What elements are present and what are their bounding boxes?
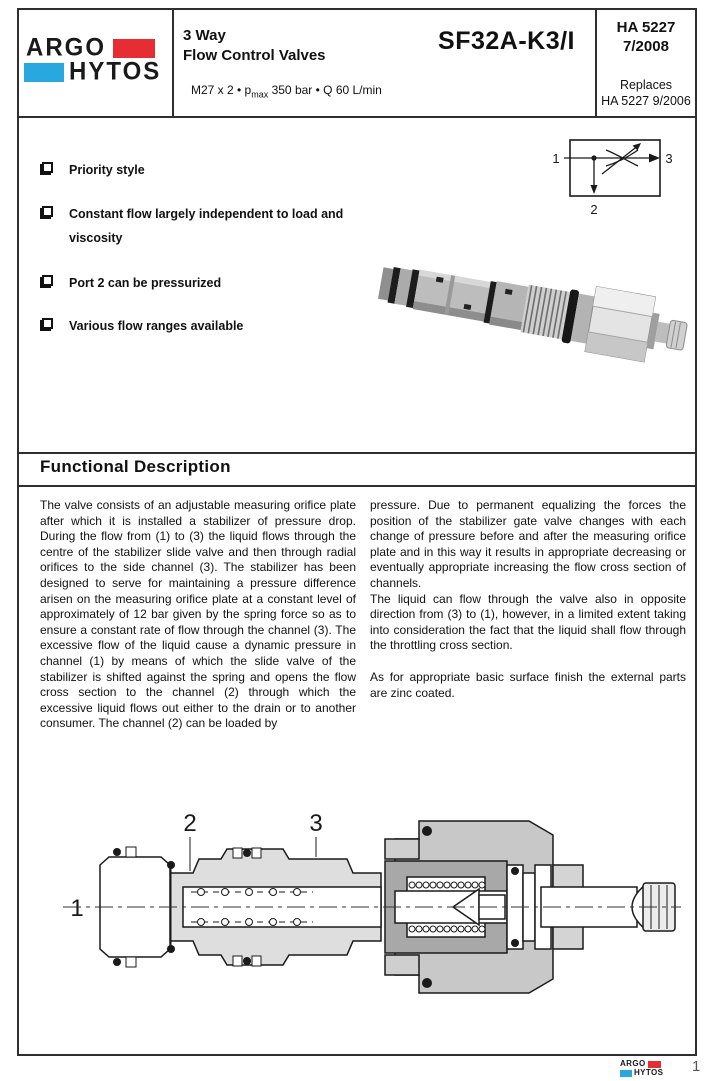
paragraph: The valve consists of an adjustable measuring orifice plate after which it is installed a stabilizer of pressure drop. During the flow from (1) to (3) the liquid flows through the centre of the stabilizer slide valve and then through radial orifices to the side channel (3). The stabilizer has been designed to serve for maintaining a pressure difference arisen on the measuring orifice plate at a constant level of approximately of 12 bar given by the spring force so as to ensure a constant rate of flow through the channel (3). The excessive flow of the liquid cause a dynamic pressure in channel (1) by means of which the slide valve of the stabilizer is shifted against the spring and opens the flow cross section to the channel (2) through which the excessive liquid flows out either to the drain or to another consumer. The channel (2) can be loaded by [40, 498, 356, 731]
paragraph: The liquid can flow through the valve also in opposite direction from (3) to (1), however, in a limited extent taking into consideration the fact that the liquid shall flow through the throttling cross section. [370, 591, 686, 653]
page-number: 1 [692, 1058, 701, 1075]
product-title [183, 26, 326, 66]
checkbox-icon [42, 162, 53, 173]
product-title-line1: 3 Way [183, 27, 226, 44]
feature-item [42, 158, 369, 182]
symbol-port-label-3: 3 [665, 151, 673, 166]
brand-logo [24, 33, 162, 86]
right-column [370, 498, 686, 732]
symbol-port-label-2: 2 [590, 202, 598, 217]
checkbox-icon [42, 275, 53, 286]
paragraph: As for appropriate basic surface finish the external parts are zinc coated. [370, 669, 686, 700]
section-divider-bottom [17, 485, 697, 487]
checkbox-icon [42, 206, 53, 217]
replaces-label: Replaces [619, 78, 673, 92]
logo-cyan-block-icon [24, 63, 64, 82]
feature-item [42, 202, 369, 250]
part-number: SF32A-K3/I [438, 27, 575, 55]
valve-photo [378, 238, 708, 383]
doc-number: HA 5227 [616, 19, 676, 36]
section-label-3: 3 [309, 810, 323, 837]
footer-logo-red-block-icon [648, 1061, 661, 1068]
specs-pre: M27 x 2 • p [191, 83, 252, 97]
paragraph: pressure. Due to permanent equalizing the forces the position of the stabilizer gate valve changes with each change of pressure before and after the measuring orifice plate and in this way it results in appropriate decreasing or eventually appropriate increasing the flow cross section of channels. [370, 498, 686, 590]
section-divider-top [17, 452, 697, 454]
header-divider-vertical-1 [172, 8, 174, 118]
feature-label: Priority style [69, 163, 145, 177]
checkbox-icon [42, 318, 53, 329]
feature-item [42, 271, 369, 295]
logo-hytos-text: HYTOS [69, 57, 162, 86]
footer-logo-hytos-text: HYTOS [634, 1068, 664, 1077]
feature-label: Various flow ranges available [69, 319, 244, 333]
flow-arrow-right-icon [649, 154, 660, 163]
product-title-line2: Flow Control Valves [183, 47, 326, 64]
adjustable-throttle-icon [602, 145, 639, 174]
description-columns [40, 498, 686, 732]
footer-logo-cyan-block-icon [620, 1070, 632, 1077]
feature-label: Port 2 can be pressurized [69, 276, 222, 290]
section-label-1: 1 [70, 895, 84, 922]
doc-info-box [597, 18, 695, 109]
specs-sub: max [251, 89, 269, 100]
footer-logo [620, 1060, 663, 1077]
cross-section-drawing [55, 795, 695, 1015]
replaces-value: HA 5227 9/2006 [601, 94, 691, 108]
section-heading: Functional Description [40, 457, 231, 476]
footer-logo-argo-text: ARGO [620, 1059, 646, 1068]
flow-arrow-down-icon [591, 185, 598, 194]
specs-post: 350 bar • Q 60 L/min [268, 83, 382, 97]
logo-argo-text: ARGO [26, 33, 106, 62]
section-label-2: 2 [183, 810, 197, 837]
left-column [40, 498, 356, 732]
symbol-port-label-1: 1 [552, 151, 560, 166]
feature-label: Constant flow largely independent to load and viscosity [69, 207, 344, 245]
product-specs [191, 83, 382, 99]
logo-red-block-icon [113, 39, 155, 58]
feature-item [42, 314, 369, 338]
hydraulic-symbol [548, 132, 683, 227]
doc-date: 7/2008 [623, 38, 669, 55]
